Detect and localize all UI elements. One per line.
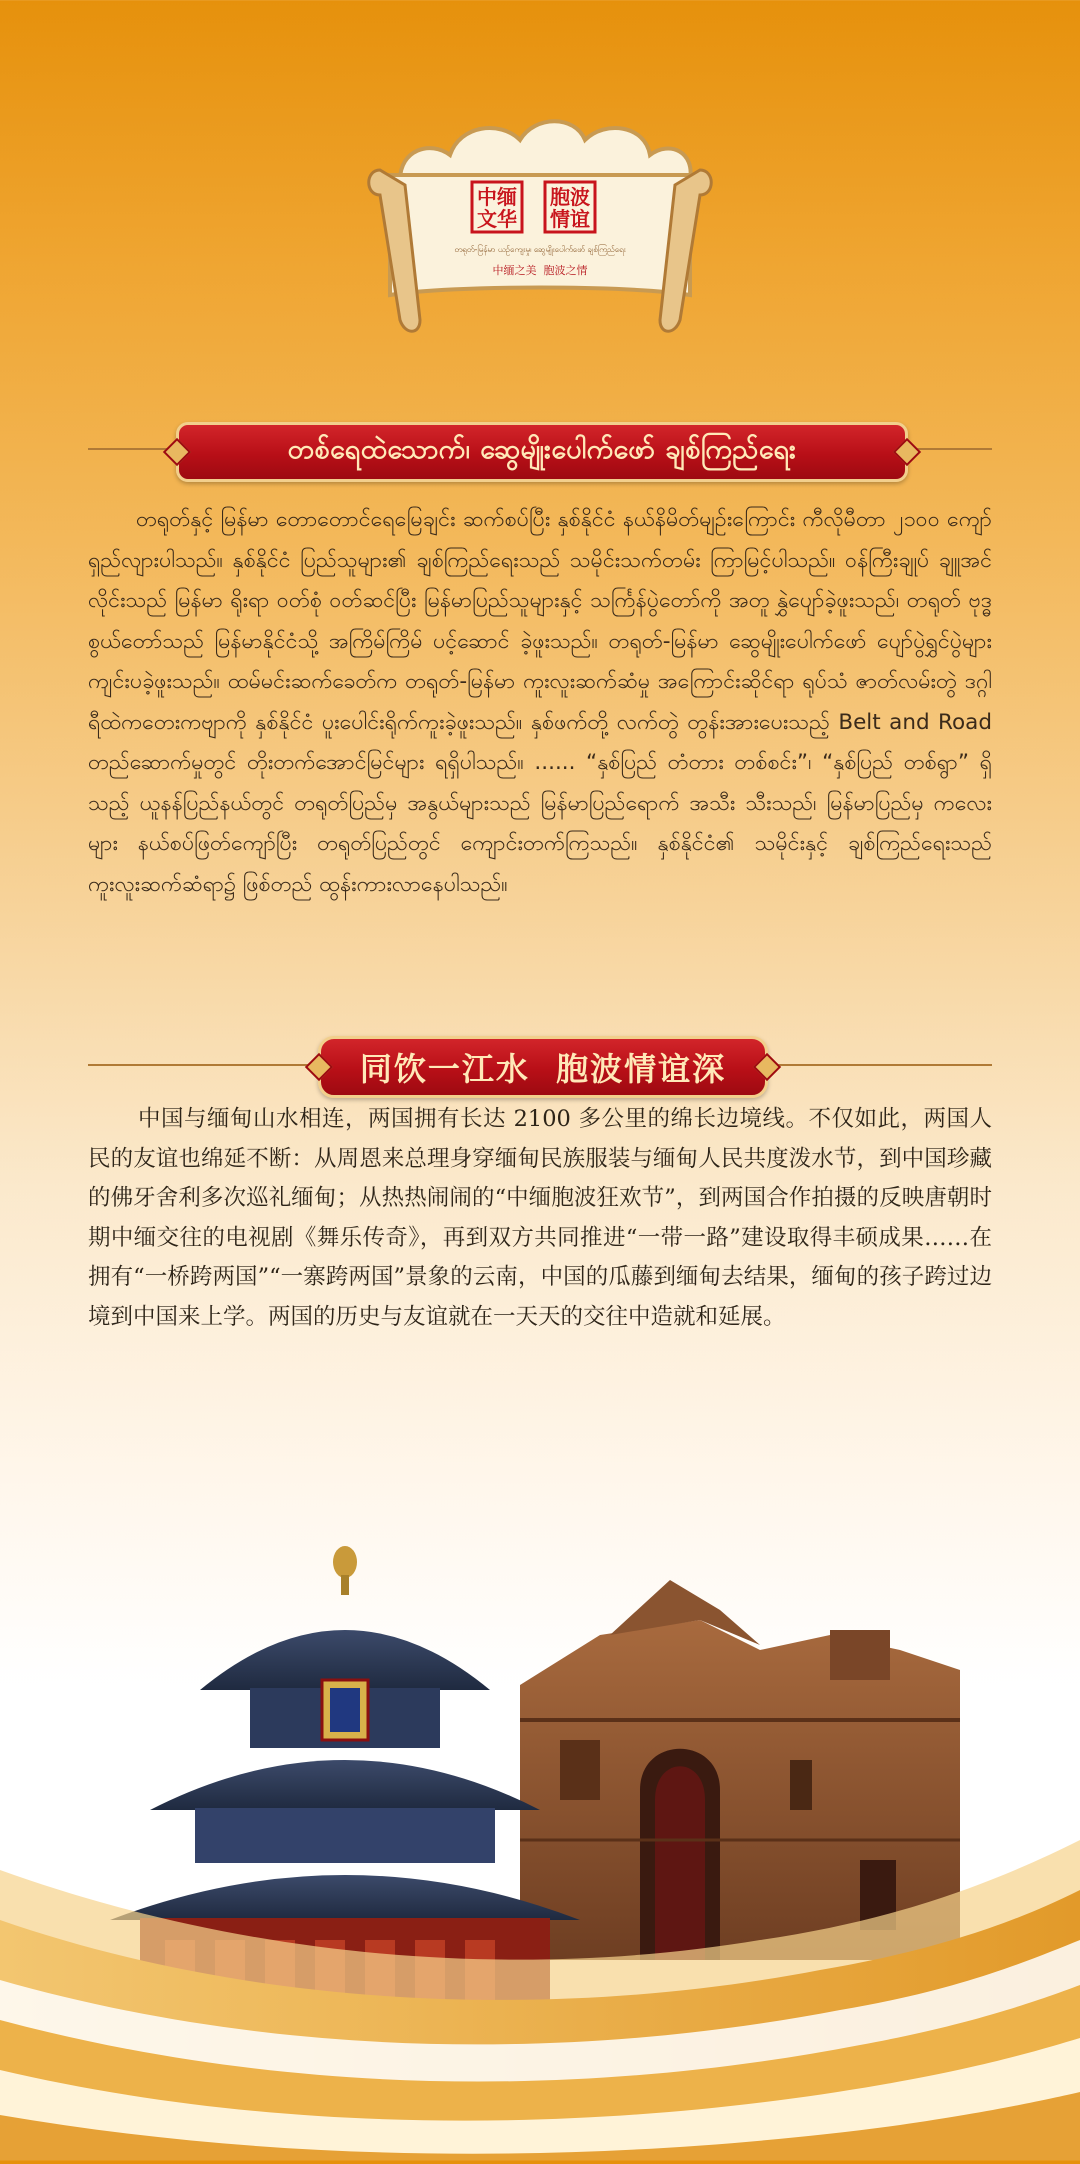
section-title-chinese: 同饮一江水 胞波情谊深: [359, 1050, 727, 1088]
scroll-emblem-graphic: [360, 110, 720, 340]
divider-left-chinese: [88, 1064, 330, 1066]
section-body-chinese: 中国与缅甸山水相连，两国拥有长达 2100 多公里的绵长边境线。不仅如此，两国人民的友谊也绵延不断：从周恩来总理身穿缅甸民族服装与缅甸人民共度泼水节，到中国珍藏的佛牙舍利多次巡礼缅甸；从热热闹闹的“中缅胞波狂欢节”，到两国合作拍摄的反映唐朝时期中缅交往的电视剧《舞乐传奇》，再到双方共同推进“一带一路”建设取得丰硕成果……在拥有“一桥跨两国”“一寨跨两国”景象的云南，中国的瓜藤到缅甸去结果，缅甸的孩子跨过边境到中国来上学。两国的历史与友谊就在一天天的交往中造就和延展。: [88, 1106, 992, 1330]
emblem-caption-myanmar: တရုတ်-မြန်မာ ယဉ်ကျေးမှု၊ ဆွေမျိုးပေါက်ဖော် ချစ်ကြည်ရေး: [454, 245, 626, 254]
landmarks-graphic: [0, 1540, 1080, 2160]
landmarks-illustration: [0, 1540, 1080, 2160]
banner-ornament-left-icon: [305, 1053, 333, 1081]
section-title-myanmar: တစ်ရေထဲသောက်၊ ဆွေမျိုးပေါက်ဖော် ချစ်ကြည်ရေး: [287, 434, 797, 465]
section-banner-myanmar: [176, 422, 908, 482]
section-banner-chinese: [318, 1036, 768, 1098]
seal-left-text: 中缅文华: [477, 185, 517, 231]
banner-ornament-left-icon: [163, 438, 191, 466]
divider-right-chinese: [750, 1064, 992, 1066]
banner-ornament-right-icon: [893, 438, 921, 466]
seal-right: [545, 184, 595, 232]
bagan-pagoda-icon: [520, 1580, 960, 1960]
scroll-emblem: [360, 110, 720, 340]
section-body-myanmar: တရုတ်နှင့် မြန်မာ တောတောင်ရေမြေချင်း ဆက်စပ်ပြီး နှစ်နိုင်ငံ နယ်နိမိတ်မျဉ်းကြောင်း ကီလိုမီတာ ၂၁၀၀ ကျော် ရှည်လျားပါသည်။ နှစ်နိုင်ငံ ပြည်သူများ၏ ချစ်ကြည်ရေးသည် သမိုင်းသက်တမ်း ကြာမြင့်ပါသည်။ ဝန်ကြီးချုပ် ချူအင်လိုင်းသည် မြန်မာ ရိုးရာ ဝတ်စုံ ဝတ်ဆင်ပြီး မြန်မာပြည်သူများနှင့် သင်္ကြန်ပွဲတော်ကို အတူ နွှဲပျော်ခဲ့ဖူးသည်၊ တရုတ် ဗုဒ္ဓစွယ်တော်သည် မြန်မာနိုင်ငံသို့ အကြိမ်ကြိမ် ပင့်ဆောင် ခဲ့ဖူးသည်။ တရုတ်-မြန်မာ ဆွေမျိုးပေါက်ဖော် ပျော်ပွဲရွှင်ပွဲများ ကျင်းပခဲ့ဖူးသည်။ ထမ်မင်းဆက်ခေတ်က တရုတ်-မြန်မာ ကူးလူးဆက်ဆံမှု အကြောင်းဆိုင်ရာ ရုပ်သံ ဇာတ်လမ်းတွဲ ဒဂ္ဂါရီထဲကတေးကဗျာကို နှစ်နိုင်ငံ ပူးပေါင်းရိုက်ကူးခဲ့ဖူးသည်။ နှစ်ဖက်တို့ လက်တွဲ တွန်းအားပေးသည့် Belt and Road တည်ဆောက်မှုတွင် တိုးတက်အောင်မြင်များ ရရှိပါသည်။ ...... “နှစ်ပြည် တံတား တစ်စင်း”၊ “နှစ်ပြည် တစ်ရွာ” ရှိသည့် ယူနန်ပြည်နယ်တွင် တရုတ်ပြည်မှ အနွယ်များသည် မြန်မာပြည်ရောက် အသီး သီးသည်၊ မြန်မာပြည်မှ ကလေးများ နယ်စပ်ဖြတ်ကျော်ပြီး တရုတ်ပြည်တွင် ကျောင်းတက်ကြသည်။ နှစ်နိုင်ငံ၏ သမိုင်းနှင့် ချစ်ကြည်ရေးသည် ကူးလူးဆက်ဆံရာ၌ ဖြစ်တည် ထွန်းကားလာနေပါသည်။: [88, 507, 992, 897]
seal-left: [472, 184, 522, 232]
emblem-caption-chinese: 中缅之美 胞波之情: [492, 264, 588, 277]
seal-right-text: 胞波情谊: [550, 185, 590, 231]
banner-ornament-right-icon: [753, 1053, 781, 1081]
